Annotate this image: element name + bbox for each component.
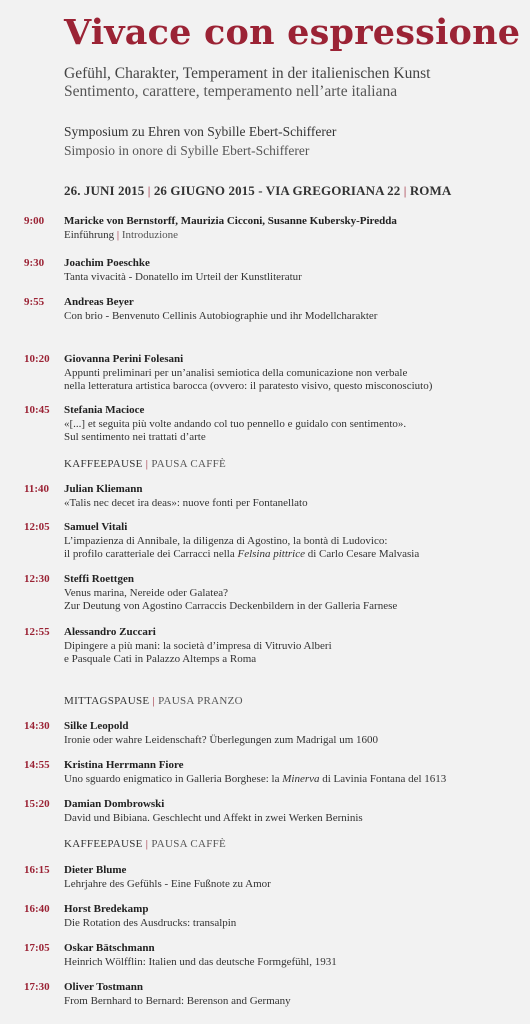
talk-line: «[...] et seguita più volte andando col tuo pennello e guidalo con sentimento».: [64, 418, 407, 430]
talk-title: [64, 497, 308, 510]
talk-line: From Bernhard to Bernard: Berenson and Germany: [64, 995, 291, 1007]
speaker-name: Steffi Roettgen: [64, 573, 134, 585]
talk-title: [64, 229, 178, 242]
separator: |: [152, 695, 156, 707]
speaker-name: Joachim Poeschke: [64, 257, 150, 269]
session-time: 12:30: [24, 573, 50, 585]
talk-title: [64, 367, 432, 393]
talk-text: di Lavinia Fontana del 1613: [319, 773, 447, 785]
talk-title: [64, 878, 271, 891]
coffee-break: [64, 838, 226, 850]
date-location-line: [64, 183, 451, 199]
talk-line: Con brio - Benvenuto Cellinis Autobiographie und ihr Modellcharakter: [64, 310, 378, 322]
talk-line: «Talis nec decet ira deas»: nuove fonti per Fontanellato: [64, 497, 308, 509]
session-time: 15:20: [24, 798, 50, 810]
talk-title: [64, 917, 236, 930]
break-german: KAFFEEPAUSE: [64, 458, 143, 470]
speaker-name: Maricke von Bernstorff, Maurizia Cicconi, Susanne Kubersky-Piredda: [64, 215, 397, 227]
talk-text: il profilo caratteriale dei Carracci nella: [64, 548, 238, 560]
session-time: 12:55: [24, 626, 50, 638]
talk-text: Uno sguardo enigmatico in Galleria Borghese: la: [64, 773, 283, 785]
speaker-name: Damian Dombrowski: [64, 798, 165, 810]
break-italian: PAUSA CAFFÈ: [151, 838, 227, 850]
talk-line: Dipingere a più mani: la società d’impresa di Vitruvio Alberi: [64, 640, 332, 652]
session-time: 10:45: [24, 404, 50, 416]
talk-line: nella letteratura artistica barocca (ovvero: il paratesto visivo, questo misconosciuto): [64, 380, 433, 392]
separator: |: [403, 183, 407, 198]
speaker-name: Dieter Blume: [64, 864, 127, 876]
talk-line: [64, 773, 446, 786]
speaker-name: Horst Bredekamp: [64, 903, 149, 915]
separator: |: [147, 183, 151, 198]
symposium-german: Symposium zu Ehren von Sybille Ebert-Schifferer: [64, 124, 337, 139]
talk-line: Tanta vivacità - Donatello im Urteil der Kunstliteratur: [64, 271, 302, 283]
date-italian-address: 26 GIUGNO 2015 - VIA GREGORIANA 22: [153, 183, 401, 198]
session-time: 12:05: [24, 521, 50, 533]
talk-line: David und Bibiana. Geschlecht und Affekt in zwei Werken Berninis: [64, 812, 363, 824]
speaker-name: Stefania Macioce: [64, 404, 145, 416]
talk-title: [64, 271, 302, 284]
talk-line: Sul sentimento nei trattati d’arte: [64, 431, 206, 443]
session-time: 14:55: [24, 759, 50, 771]
date-german: 26. JUNI 2015: [64, 183, 145, 198]
talk-title: [64, 535, 419, 561]
talk-line: Venus marina, Nereide oder Galatea?: [64, 587, 229, 599]
talk-title: [64, 587, 397, 613]
coffee-break: [64, 458, 226, 470]
talk-title: [64, 956, 337, 969]
break-german: MITTAGSPAUSE: [64, 695, 150, 707]
work-title: Felsina pittrice: [237, 548, 305, 560]
session-time: 16:15: [24, 864, 50, 876]
session-time: 9:30: [24, 257, 45, 269]
talk-title: [64, 734, 378, 747]
talk-title: [64, 812, 363, 825]
work-title: Minerva: [282, 773, 320, 785]
separator: |: [116, 229, 120, 241]
speaker-name: Julian Kliemann: [64, 483, 143, 495]
session-time: 17:30: [24, 981, 50, 993]
session-time: 9:55: [24, 296, 45, 308]
lunch-break: [64, 695, 243, 707]
page-title: Vivace con espressione: [64, 12, 521, 53]
talk-title: [64, 418, 406, 444]
talk-text: di Carlo Cesare Malvasia: [304, 548, 420, 560]
talk-line: Appunti preliminari per un’analisi semiotica della comunicazione non verbale: [64, 367, 408, 379]
talk-line: L’impazienza di Annibale, la diligenza di Agostino, la bontà di Ludovico:: [64, 535, 388, 547]
separator: |: [145, 838, 149, 850]
talk-title: [64, 995, 291, 1008]
break-german: KAFFEEPAUSE: [64, 838, 143, 850]
speaker-name: Alessandro Zuccari: [64, 626, 156, 638]
speaker-name: Kristina Herrmann Fiore: [64, 759, 184, 771]
session-time: 11:40: [24, 483, 50, 495]
separator: |: [145, 458, 149, 470]
talk-line: e Pasquale Cati in Palazzo Altemps a Roma: [64, 653, 257, 665]
speaker-name: Oskar Bätschmann: [64, 942, 155, 954]
speaker-name: Giovanna Perini Folesani: [64, 353, 184, 365]
session-time: 17:05: [24, 942, 50, 954]
session-time: 9:00: [24, 215, 45, 227]
talk-line: Lehrjahre des Gefühls - Eine Fußnote zu Amor: [64, 878, 271, 890]
talk-line: [64, 548, 419, 561]
speaker-name: Andreas Beyer: [64, 296, 134, 308]
intro-italian: Introduzione: [121, 229, 179, 241]
session-time: 16:40: [24, 903, 50, 915]
subtitle-german: Gefühl, Charakter, Temperament in der italienischen Kunst: [64, 65, 431, 82]
city: ROMA: [409, 183, 452, 198]
speaker-name: Samuel Vitali: [64, 521, 128, 533]
speaker-name: Silke Leopold: [64, 720, 129, 732]
subtitle-italian: Sentimento, carattere, temperamento nell’arte italiana: [64, 83, 398, 100]
talk-title: [64, 773, 446, 786]
talk-line: Die Rotation des Ausdrucks: transalpin: [64, 917, 237, 929]
talk-title: [64, 310, 377, 323]
talk-line: Heinrich Wölfflin: Italien und das deutsche Formgefühl, 1931: [64, 956, 337, 968]
session-time: 10:20: [24, 353, 50, 365]
break-italian: PAUSA CAFFÈ: [151, 458, 227, 470]
symposium-italian: Simposio in onore di Sybille Ebert-Schifferer: [64, 143, 310, 158]
talk-line: Ironie oder wahre Leidenschaft? Überlegungen zum Madrigal um 1600: [64, 734, 378, 746]
talk-title: [64, 640, 332, 666]
speaker-name: Oliver Tostmann: [64, 981, 143, 993]
talk-line: Zur Deutung von Agostino Carraccis Deckenbildern in der Galleria Farnese: [64, 600, 398, 612]
break-italian: PAUSA PRANZO: [158, 695, 243, 707]
intro-german: Einführung: [64, 229, 115, 241]
session-time: 14:30: [24, 720, 50, 732]
